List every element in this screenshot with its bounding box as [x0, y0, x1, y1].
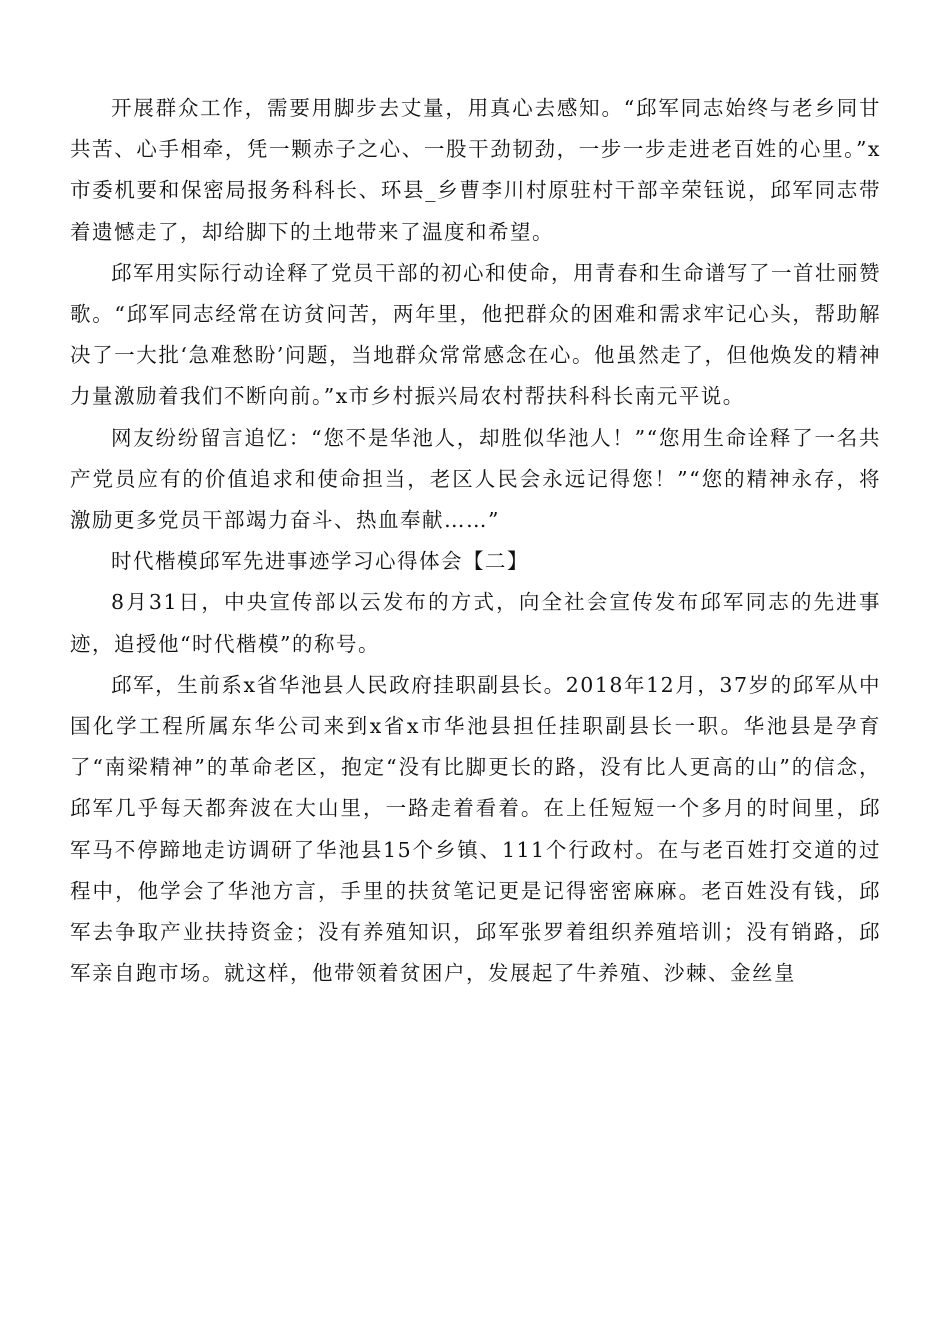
document-page [70, 88, 881, 994]
paragraph-announcement: 8月31日，中央宣传部以云发布的方式，向全社会宣传发布邱军同志的先进事迹，追授他“时代楷模”的称号。 [70, 590, 881, 656]
paragraph-initial-mission: 邱军用实际行动诠释了党员干部的初心和使命，用青春和生命谱写了一首壮丽赞歌。“邱军同志经常在访贫问苦，两年里，他把群众的困难和需求牢记心头，帮助解决了一大批‘急难愁盼’问题，当地群众常常感念在心。他虽然走了，但他焕发的精神力量激励着我们不断向前。”x市乡村振兴局农村帮扶科科长南元平说。 [70, 260, 881, 409]
paragraph-work-with-masses: 开展群众工作，需要用脚步去丈量，用真心去感知。“邱军同志始终与老乡同甘共苦、心手相牵，凭一颗赤子之心、一股干劲韧劲，一步一步走进老百姓的心里。”x市委机要和保密局报务科科长、环县_乡曹李川村原驻村干部辛荣钰说，邱军同志带着遗憾走了，却给脚下的土地带来了温度和希望。 [70, 96, 881, 244]
paragraph-biography: 邱军，生前系x省华池县人民政府挂职副县长。2018年12月，37岁的邱军从中国化学工程所属东华公司来到x省x市华池县担任挂职副县长一职。华池县是孕育了“南梁精神”的革命老区，抱定“没有比脚更长的路，没有比人更高的山”的信念，邱军几乎每天都奔波在大山里，一路走着看着。在上任短短一个多月的时间里，邱军马不停蹄地走访调研了华池县15个乡镇、111个行政村。在与老百姓打交道的过程中，他学会了华池方言，手里的扶贫笔记更是记得密密麻麻。老百姓没有钱，邱军去争取产业扶持资金；没有养殖知识，邱军张罗着组织养殖培训；没有销路，邱军亲自跑市场。就这样，他带领着贫困户，发展起了牛养殖、沙棘、金丝皇 [70, 672, 881, 986]
paragraph-netizen-messages: 网友纷纷留言追忆：“您不是华池人，却胜似华池人！”“您用生命诠释了一名共产党员应有的价值追求和使命担当，老区人民会永远记得您！”“您的精神永存，将激励更多党员干部竭力奋斗、热血奉献……” [70, 425, 881, 533]
section-heading: 时代楷模邱军先进事迹学习心得体会【二】 [111, 549, 529, 574]
